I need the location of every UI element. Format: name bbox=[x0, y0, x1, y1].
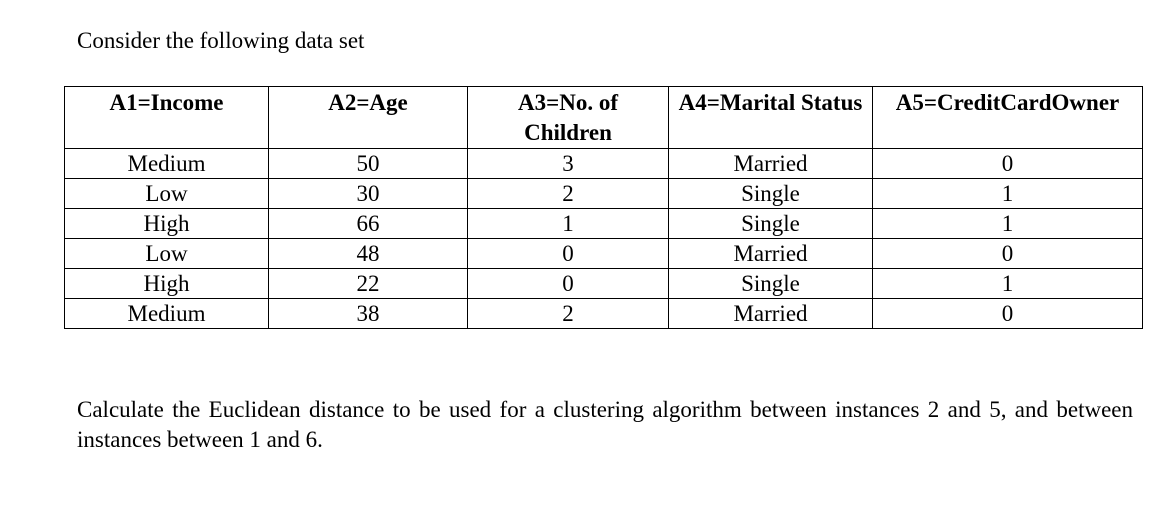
cell-income: Low bbox=[65, 239, 269, 269]
cell-marital-status: Married bbox=[669, 299, 873, 329]
cell-income: Medium bbox=[65, 149, 269, 179]
cell-credit-card-owner: 0 bbox=[873, 239, 1143, 269]
cell-age: 22 bbox=[269, 269, 468, 299]
table-row bbox=[65, 179, 1143, 209]
cell-income: Medium bbox=[65, 299, 269, 329]
header-credit-card-owner: A5=CreditCardOwner bbox=[873, 87, 1143, 149]
cell-children: 3 bbox=[468, 149, 669, 179]
header-age: A2=Age bbox=[269, 87, 468, 149]
table-row bbox=[65, 269, 1143, 299]
data-set-table bbox=[64, 86, 1143, 329]
table-row bbox=[65, 239, 1143, 269]
header-income: A1=Income bbox=[65, 87, 269, 149]
cell-age: 66 bbox=[269, 209, 468, 239]
table-row bbox=[65, 149, 1143, 179]
table-row bbox=[65, 209, 1143, 239]
cell-children: 0 bbox=[468, 239, 669, 269]
cell-children: 2 bbox=[468, 179, 669, 209]
cell-marital-status: Single bbox=[669, 269, 873, 299]
cell-age: 38 bbox=[269, 299, 468, 329]
cell-marital-status: Married bbox=[669, 149, 873, 179]
cell-income: Low bbox=[65, 179, 269, 209]
cell-marital-status: Single bbox=[669, 179, 873, 209]
cell-marital-status: Married bbox=[669, 239, 873, 269]
cell-credit-card-owner: 0 bbox=[873, 149, 1143, 179]
cell-age: 50 bbox=[269, 149, 468, 179]
cell-credit-card-owner: 0 bbox=[873, 299, 1143, 329]
cell-credit-card-owner: 1 bbox=[873, 269, 1143, 299]
table-header-row bbox=[65, 87, 1143, 149]
cell-income: High bbox=[65, 269, 269, 299]
cell-children: 0 bbox=[468, 269, 669, 299]
cell-age: 30 bbox=[269, 179, 468, 209]
cell-credit-card-owner: 1 bbox=[873, 209, 1143, 239]
table-row bbox=[65, 299, 1143, 329]
cell-children: 2 bbox=[468, 299, 669, 329]
cell-income: High bbox=[65, 209, 269, 239]
header-children: A3=No. of Children bbox=[468, 87, 669, 149]
question-text: Calculate the Euclidean distance to be used for a clustering algorithm between instances 2 and 5, and between instances between 1 and 6. bbox=[77, 397, 1133, 452]
cell-credit-card-owner: 1 bbox=[873, 179, 1143, 209]
cell-marital-status: Single bbox=[669, 209, 873, 239]
header-marital-status: A4=Marital Status bbox=[669, 87, 873, 149]
intro-text: Consider the following data set bbox=[77, 28, 365, 53]
cell-children: 1 bbox=[468, 209, 669, 239]
cell-age: 48 bbox=[269, 239, 468, 269]
